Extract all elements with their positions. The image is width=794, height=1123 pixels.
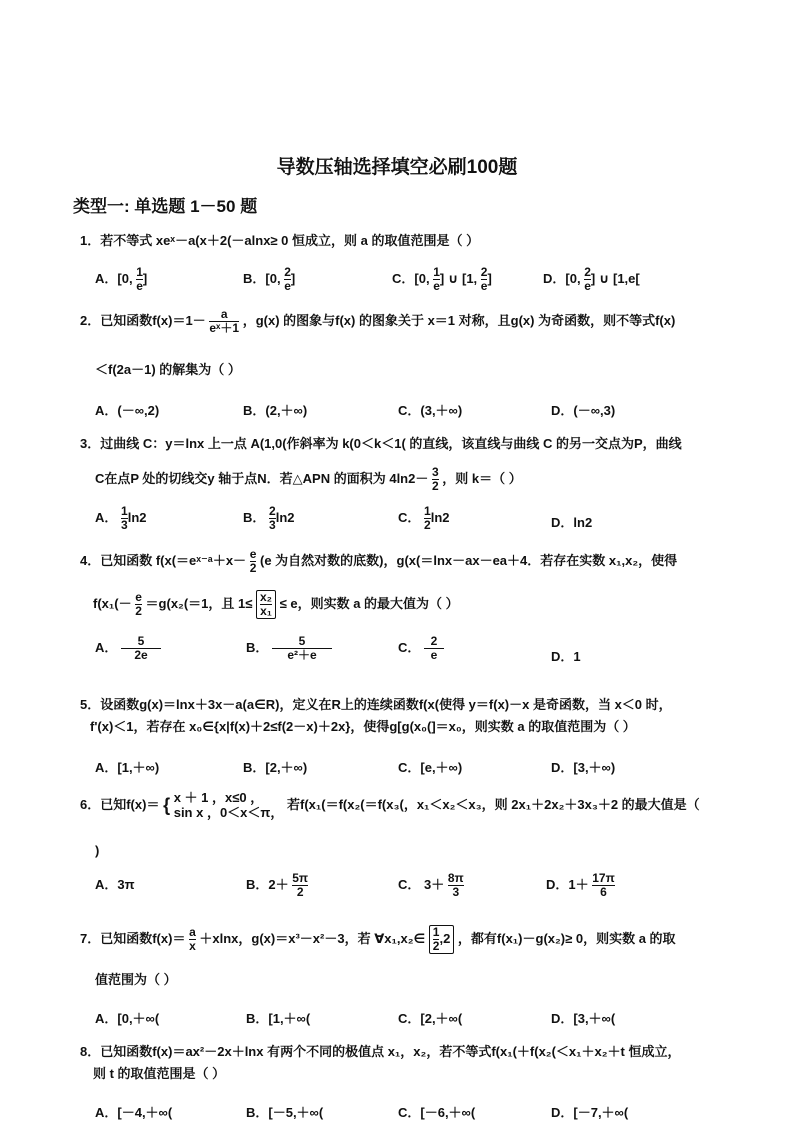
q1-option-a: A．[0, $\frac{1}{e}$ ] (95, 265, 148, 293)
q1-a-fraction: $\frac{1}{e}$ (136, 265, 143, 293)
q6-option-a: A．3π (95, 877, 135, 892)
question-4-line-1: 4．已知函数 f(x(＝eˣ⁻ᵃ＋x－ $\frac{e}{2}$ (e 为自然对数的底数)，g(x(＝lnx－ax－ea＋4．若存在实数 x₁,x₂，使得 (80, 547, 678, 575)
question-1-stem: 1．若不等式 xeˣ－a(x＋2(－alnx≥ 0 恒成立，则 a 的取值范围是（ ） (80, 233, 480, 248)
q4-b-fraction: $\frac{5}{\text{e²＋e}}$ (272, 635, 332, 662)
question-7-line-2: 值范围为（ ） (95, 972, 177, 987)
q5-option-a: A．[1,＋∞) (95, 760, 160, 775)
q3-c-fraction: $\frac{1}{2}$ (424, 504, 431, 532)
q6-option-d: D．1＋ $\frac{17\pi}{6}$ (546, 871, 615, 899)
q7-option-a: A．[0,＋∞( (95, 1011, 160, 1026)
question-5-line-2: f'(x)＜1，若存在 x₀∈{x|f(x)＋2≤f(2－x)＋2x}，使得g[g(x₀(]＝x₀，则实数 a 的取值范围为（ ） (90, 719, 636, 734)
question-4-line-2: f(x₁(－ $\frac{e}{2}$ ＝g(x₂(＝1，且 1≤ $\frac{\text{x₂}}{\text{x₁}}$ ≤ e，则实数 a 的最大值为（ ） (93, 590, 459, 618)
q1-option-b: B．[0, $\frac{2}{e}$ ] (243, 265, 296, 293)
q8-option-a: A．[－4,＋∞( (95, 1105, 173, 1120)
question-8-line-1: 8．已知函数f(x)＝ax²－2x＋lnx 有两个不同的极值点 x₁，x₂，若不等式f(x₁(＋f(x₂(＜x₁＋x₂＋t 恒成立， (80, 1044, 681, 1059)
q2-fraction: $\frac{a}{\text{eˣ＋1}}$ (209, 307, 240, 335)
q7-option-b: B．[1,＋∞( (246, 1011, 311, 1026)
q4-fraction-1: $\frac{e}{2}$ (249, 547, 257, 575)
q4-option-b: B． $\frac{5}{\text{e²＋e}}$ (246, 635, 332, 662)
section-heading: 类型一: 单选题 1－50 题 (73, 197, 258, 216)
q6-c-fraction: $\frac{8\pi}{3}$ (447, 871, 464, 899)
q8-option-d: D．[－7,＋∞( (551, 1105, 629, 1120)
q7-interval-bracket: $\frac{1}{2}$ ,2 (429, 925, 455, 954)
q1-d-fraction: $\frac{2}{e}$ (584, 265, 591, 293)
q4-option-c: C． $\frac{2}{e}$ (398, 635, 444, 662)
q4-absolute-bracket (256, 590, 276, 619)
q8-option-c: C．[－6,＋∞( (398, 1105, 476, 1120)
q2-option-b: B．(2,＋∞) (243, 403, 308, 418)
q4-fraction-3: $\frac{\text{x₂}}{\text{x₁}}$ (259, 590, 272, 618)
q4-option-d: D．1 (551, 649, 581, 664)
q2-option-c: C．(3,＋∞) (398, 403, 463, 418)
question-7-stem: 7．已知函数f(x)＝ $\frac{a}{x}$ ＋xlnx，g(x)＝x³－x²－3，若 ∀x₁,x₂∈ $\frac{1}{2}$ ,2 ，都有f(x₁)－g(x₂)≥ 0，则实数 a 的取 (80, 925, 676, 953)
q4-c-fraction: $\frac{2}{e}$ (424, 635, 444, 662)
q3-option-a: A． $\frac{1}{3}$ ln2 (95, 504, 147, 532)
q6-piecewise: x ＋ 1 ，x≤0 ， sin x ，0＜x＜π， (173, 790, 284, 820)
q6-option-b: B．2＋ $\frac{5\pi}{2}$ (246, 871, 309, 899)
question-3-line-1: 3．过曲线 C：y＝lnx 上一点 A(1,0(作斜率为 k(0＜k＜1( 的直线，该直线与曲线 C 的另一交点为P，曲线 (80, 436, 682, 451)
q8-option-b: B．[－5,＋∞( (246, 1105, 324, 1120)
question-6-line-2: ) (95, 843, 100, 858)
q1-c-fraction-2: $\frac{2}{e}$ (480, 265, 488, 293)
question-8-line-2: 则 t 的取值范围是（ ） (93, 1066, 226, 1081)
q4-a-fraction: $\frac{5}{2e}$ (121, 635, 161, 662)
q7-fraction: $\frac{a}{x}$ (189, 925, 196, 953)
question-6-stem: 6．已知f(x)＝ { x ＋ 1 ，x≤0 ， sin x ，0＜x＜π， 若f(x₁(＝f(x₂(＝f(x₃(，x₁＜x₂＜x₃，则 2x₁＋2x₂＋3x₃＋2 的最大值是（ (80, 790, 700, 820)
q3-a-fraction: $\frac{1}{3}$ (121, 504, 128, 532)
q7-interval-fraction: $\frac{1}{2}$ (432, 925, 440, 953)
q6-d-fraction: $\frac{17\pi}{6}$ (592, 871, 615, 899)
q3-option-d: D．ln2 (551, 515, 593, 530)
q3-b-fraction: $\frac{2}{3}$ (269, 504, 276, 532)
question-2-stem: 2．已知函数f(x)＝1－ $\frac{a}{\text{eˣ＋1}}$ ，g(x) 的图象与f(x) 的图象关于 x＝1 对称，且g(x) 为奇函数，则不等式f(x) (80, 307, 676, 335)
q6-b-fraction: $\frac{5\pi}{2}$ (292, 871, 309, 899)
q6-option-c: C． 3＋ $\frac{8\pi}{3}$ (398, 871, 464, 899)
q4-option-a: A． $\frac{5}{2e}$ (95, 635, 161, 662)
question-2-line-2: ＜f(2a－1) 的解集为（ ） (95, 362, 241, 377)
q1-option-d: D．[0, $\frac{2}{e}$ ] ∪ [1,e[ (543, 265, 640, 293)
q3-fraction: $\frac{3}{2}$ (431, 465, 439, 493)
document-title: 导数压轴选择填空必刷100题 (276, 157, 518, 178)
q1-b-fraction: $\frac{2}{e}$ (284, 265, 291, 293)
q5-option-d: D．[3,＋∞) (551, 760, 616, 775)
q7-option-d: D．[3,＋∞( (551, 1011, 616, 1026)
q2-option-d: D．(－∞,3) (551, 403, 616, 418)
q1-option-c: C．[0, $\frac{1}{e}$ ] ∪ [1, $\frac{2}{e}$ ] (392, 265, 492, 293)
q3-option-b: B． $\frac{2}{3}$ ln2 (243, 504, 295, 532)
question-5-line-1: 5．设函数g(x)＝lnx＋3x－a(a∈R)，定义在R上的连续函数f(x(使得 y＝f(x)－x 是奇函数，当 x＜0 时， (80, 697, 672, 712)
q5-option-c: C．[e,＋∞) (398, 760, 463, 775)
q6-left-brace: { (163, 795, 171, 815)
q3-option-c: C． $\frac{1}{2}$ ln2 (398, 504, 450, 532)
q7-option-c: C．[2,＋∞( (398, 1011, 463, 1026)
q2-option-a: A．(－∞,2) (95, 403, 160, 418)
q1-c-fraction-1: $\frac{1}{e}$ (433, 265, 440, 293)
q4-fraction-2: $\frac{e}{2}$ (135, 590, 142, 618)
question-3-line-2: C在点P 处的切线交y 轴于点N．若△APN 的面积为 4ln2－ $\frac{3}{2}$ ，则 k＝（ ） (95, 465, 522, 493)
q5-option-b: B．[2,＋∞) (243, 760, 308, 775)
